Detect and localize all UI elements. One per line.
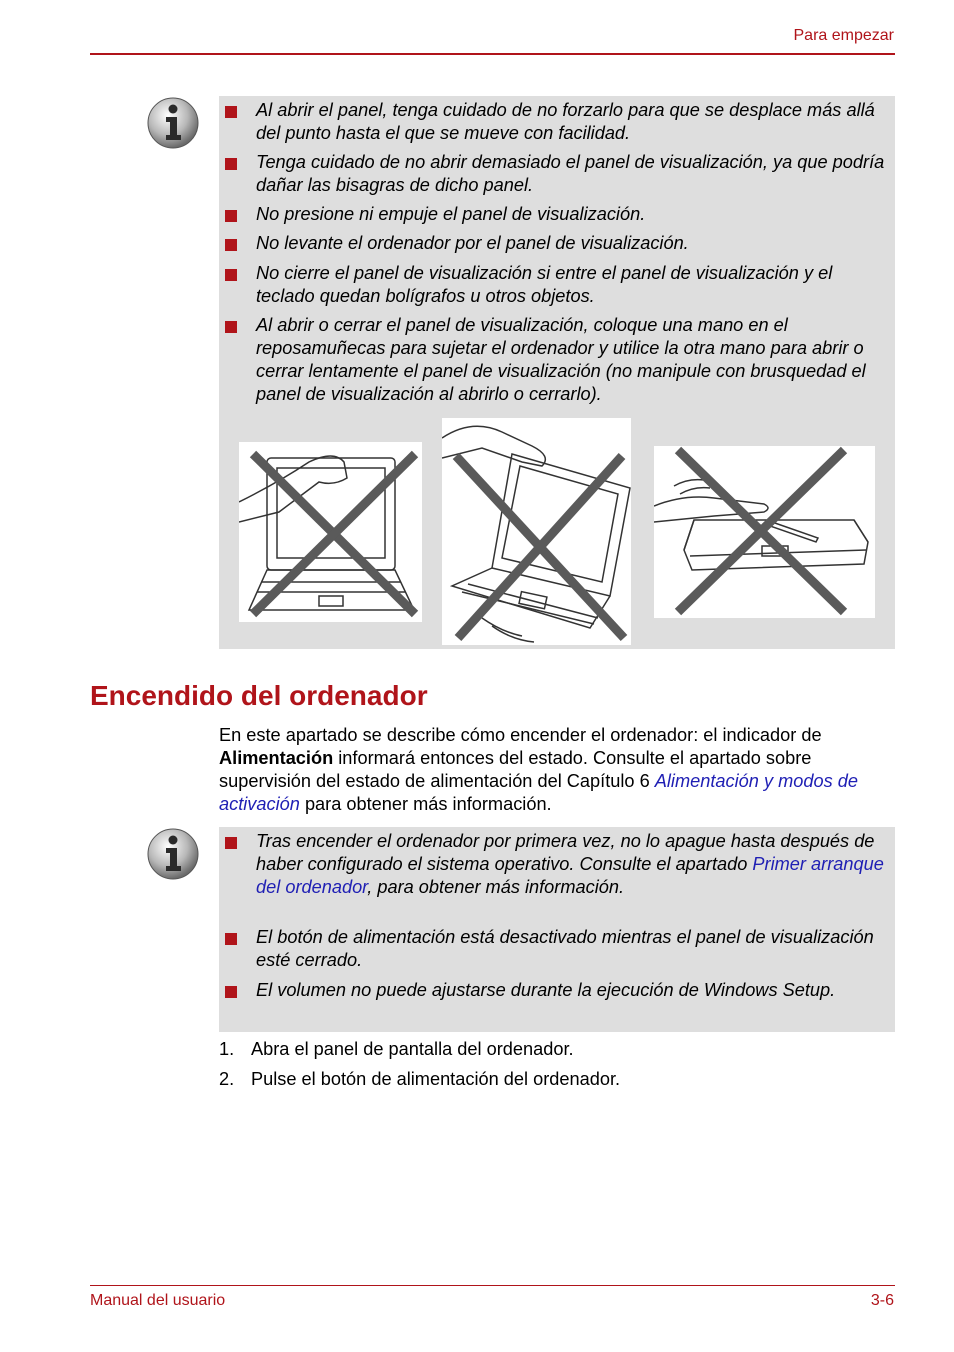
step-number: 2. — [219, 1069, 235, 1089]
bullet-marker — [225, 158, 237, 170]
bullet-text: No levante el ordenador por el panel de visualización. — [256, 233, 689, 253]
intro-paragraph — [219, 724, 899, 816]
bullet-marker — [225, 933, 237, 945]
bullet-marker — [225, 321, 237, 333]
bullet-marker — [225, 106, 237, 118]
step-item — [219, 1038, 574, 1061]
bullet-text: Al abrir el panel, tenga cuidado de no forzarlo para que se desplace más allá del punto hasta el que se mueve con facilidad. — [256, 100, 875, 143]
illustration-pressing-panel — [239, 442, 422, 622]
bullet-text: No presione ni empuje el panel de visualización. — [256, 204, 646, 224]
footer-manual-title: Manual del usuario — [90, 1292, 226, 1309]
step-number: 1. — [219, 1039, 235, 1059]
running-header: Para empezar — [793, 27, 894, 44]
info-icon — [146, 96, 200, 150]
illustration-lifting-by-panel — [442, 418, 631, 645]
bullet-text: No cierre el panel de visualización si entre el panel de visualización y el teclado quedan bolígrafos u otros objetos. — [256, 263, 833, 306]
step-item — [219, 1068, 620, 1091]
bullet-text: El botón de alimentación está desactivado mientras el panel de visualización esté cerrado. — [256, 927, 874, 970]
footer-rule — [90, 1285, 895, 1286]
bullet-marker — [225, 210, 237, 222]
info-icon — [146, 827, 200, 881]
bullet-marker — [225, 986, 237, 998]
link-power-modes[interactable]: Alimentación y modos de activación — [219, 771, 858, 814]
paragraph-text: para obtener más información. — [299, 794, 552, 814]
bullet-text: Tenga cuidado de no abrir demasiado el panel de visualización, ya que podría dañar las bisagras de dicho panel. — [256, 152, 885, 195]
bullet-text: El volumen no puede ajustarse durante la ejecución de Windows Setup. — [256, 980, 836, 1000]
note-box-display-panel — [219, 96, 895, 649]
illustration-closing-with-pen — [654, 446, 875, 618]
header-rule — [90, 53, 895, 55]
note-box-power-on — [219, 827, 895, 1032]
paragraph-text: En este apartado se describe cómo encender el ordenador: el indicador de — [219, 725, 822, 745]
bullet-marker — [225, 239, 237, 251]
bullet-text-part: Tras encender el ordenador por primera vez, no lo apague hasta después de haber configurado el sistema operativo. Consulte el apartado — [256, 831, 875, 874]
bullet-text — [256, 830, 888, 899]
paragraph-text: informará entonces del estado. Consulte el apartado sobre supervisión del estado de alimentación del Capítulo 6 — [219, 748, 812, 791]
step-text: Abra el panel de pantalla del ordenador. — [251, 1039, 574, 1059]
power-indicator-term: Alimentación — [219, 748, 334, 768]
link-first-startup[interactable]: Primer arranque del ordenador — [256, 854, 884, 897]
bullet-text-part: , para obtener más información. — [367, 877, 625, 897]
step-text: Pulse el botón de alimentación del ordenador. — [251, 1069, 621, 1089]
bullet-marker — [225, 837, 237, 849]
bullet-marker — [225, 269, 237, 281]
section-title: Encendido del ordenador — [90, 680, 428, 711]
bullet-text: Al abrir o cerrar el panel de visualización, coloque una mano en el reposamuñecas para sujetar el ordenador y utilice la otra mano para abrir o cerrar lentamente el panel de visualización (no manipule con brusquedad el panel de visualización al abrirlo o cerrarlo). — [256, 315, 866, 404]
page-number: 3-6 — [870, 1292, 894, 1309]
